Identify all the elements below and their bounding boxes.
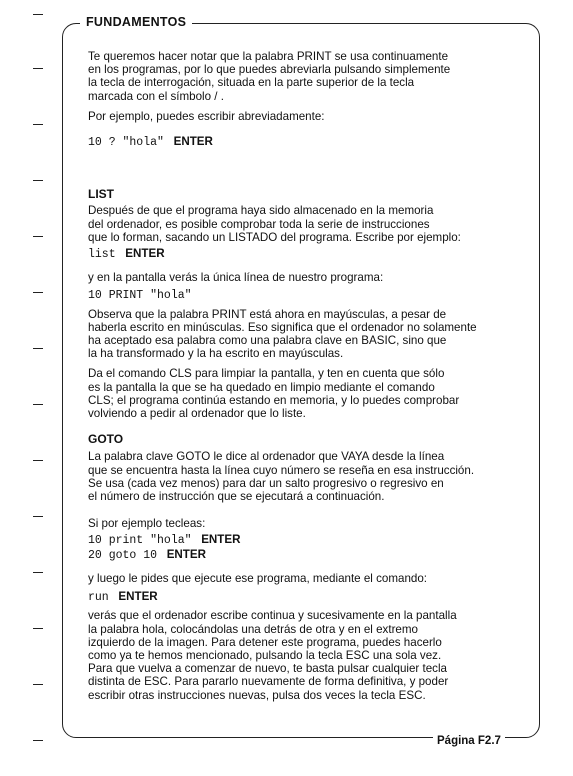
text-line: en los programas, por lo que puedes abreviarla pulsando simplemente [88,63,451,77]
text-line: Después de que el programa haya sido almacenado en la memoria [88,204,434,218]
code-listing: 10 PRINT "hola" [88,289,192,303]
text-line: del ordenador, es posible comprobar toda la serie de instrucciones [88,217,430,231]
text-line: Se usa (cada vez menos) para dar un salto progresivo o regresivo en [88,476,444,490]
key-label: ENTER [173,135,213,149]
key-label: ENTER [166,547,206,561]
text-line: el número de instrucción que se ejecutará a continuación. [88,490,385,504]
text-line: La palabra clave GOTO le dice al ordenador que VAYA desde la línea [88,450,445,464]
margin-mark [33,14,43,15]
text-line: que se encuentra hasta la línea cuyo número se reseña en esa instrucción. [88,463,475,477]
goto-paragraph-3: y luego le pides que ejecute ese programa, mediante el comando: [88,571,428,585]
code-text: 10 print "hola" [88,534,192,548]
text-line: la palabra hola, colocándolas una detrás de otra y en el extremo [88,622,418,636]
margin-mark [33,348,43,349]
text-line: que lo forman, sacando un LISTADO del programa. Escribe por ejemplo: [88,230,461,244]
text-line: la tecla de interrogación, situada en la parte superior de la tecla [88,76,415,90]
example-intro: Por ejemplo, puedes escribir abreviadamente: [88,109,325,123]
margin-mark [33,740,43,741]
text-line: Da el comando CLS para limpiar la pantalla, y ten en cuenta que sólo [88,367,445,381]
key-label: ENTER [201,533,241,547]
text-line: verás que el ordenador escribe continua y sucesivamente en la pantalla [88,609,457,623]
goto-paragraph-1 [88,450,520,503]
code-example [88,548,520,562]
text-line: es la pantalla la que se ha quedado en limpio mediante el comando [88,380,435,394]
margin-mark [33,404,43,405]
goto-heading: GOTO [88,432,124,447]
code-example [88,135,520,149]
margin-mark [33,68,43,69]
margin-mark [33,684,43,685]
list-paragraph-4 [88,367,520,420]
key-label: ENTER [125,247,165,261]
list-paragraph-3 [88,308,520,361]
page-number: Página F2.7 [433,735,505,747]
text-line: marcada con el símbolo / . [88,89,224,103]
margin-mark [33,236,43,237]
text-line: distinta de ESC. Para pararlo nuevamente de forma definitiva, y poder [88,675,449,689]
code-text: run [88,591,109,605]
margin-mark [33,124,43,125]
text-line: izquierdo de la imagen. Para detener este programa, puedes hacerlo [88,635,442,649]
text-line: como ya te hemos mencionado, pulsando la tecla ESC una sola vez. [88,648,442,662]
code-example [88,533,520,547]
text-line: ha aceptado esa palabra como una palabra clave en BASIC, sino que [88,334,447,348]
text-line: CLS; el programa continúa estando en memoria, y lo puedes comprobar [88,393,460,407]
intro-paragraph [88,50,520,103]
text-line: Observa que la palabra PRINT está ahora en mayúsculas, a pesar de [88,307,447,321]
text-line: haberla escrito en minúsculas. Eso significa que el ordenador no solamente [88,320,477,334]
code-example [88,590,520,604]
code-text: 20 goto 10 [88,548,158,562]
section-title: FUNDAMENTOS [80,15,192,29]
code-example [88,247,520,261]
list-paragraph-2: y en la pantalla verás la única línea de nuestro programa: [88,271,384,285]
text-line: volviendo a pedir al ordenador que lo liste. [88,407,306,421]
code-text: list [88,248,116,262]
margin-mark [33,292,43,293]
page-content [88,50,520,702]
text-line: Te queremos hacer notar que la palabra PRINT se usa continuamente [88,50,449,63]
margin-mark [33,516,43,517]
goto-paragraph-4 [88,609,520,701]
list-heading: LIST [88,187,114,202]
key-label: ENTER [118,590,158,604]
margin-mark [33,628,43,629]
margin-mark [33,180,43,181]
margin-mark [33,572,43,573]
margin-mark [33,460,43,461]
text-line: Para que vuelva a comenzar de nuevo, te basta pulsar cualquier tecla [88,662,447,676]
goto-paragraph-2: Si por ejemplo tecleas: [88,517,206,531]
code-text: 10 ? "hola" [88,136,164,150]
text-line: la ha transformado y la ha escrito en mayúsculas. [88,347,344,361]
list-paragraph-1 [88,204,520,244]
text-line: escribir otras instrucciones nuevas, pulsa dos veces la tecla ESC. [88,688,426,702]
